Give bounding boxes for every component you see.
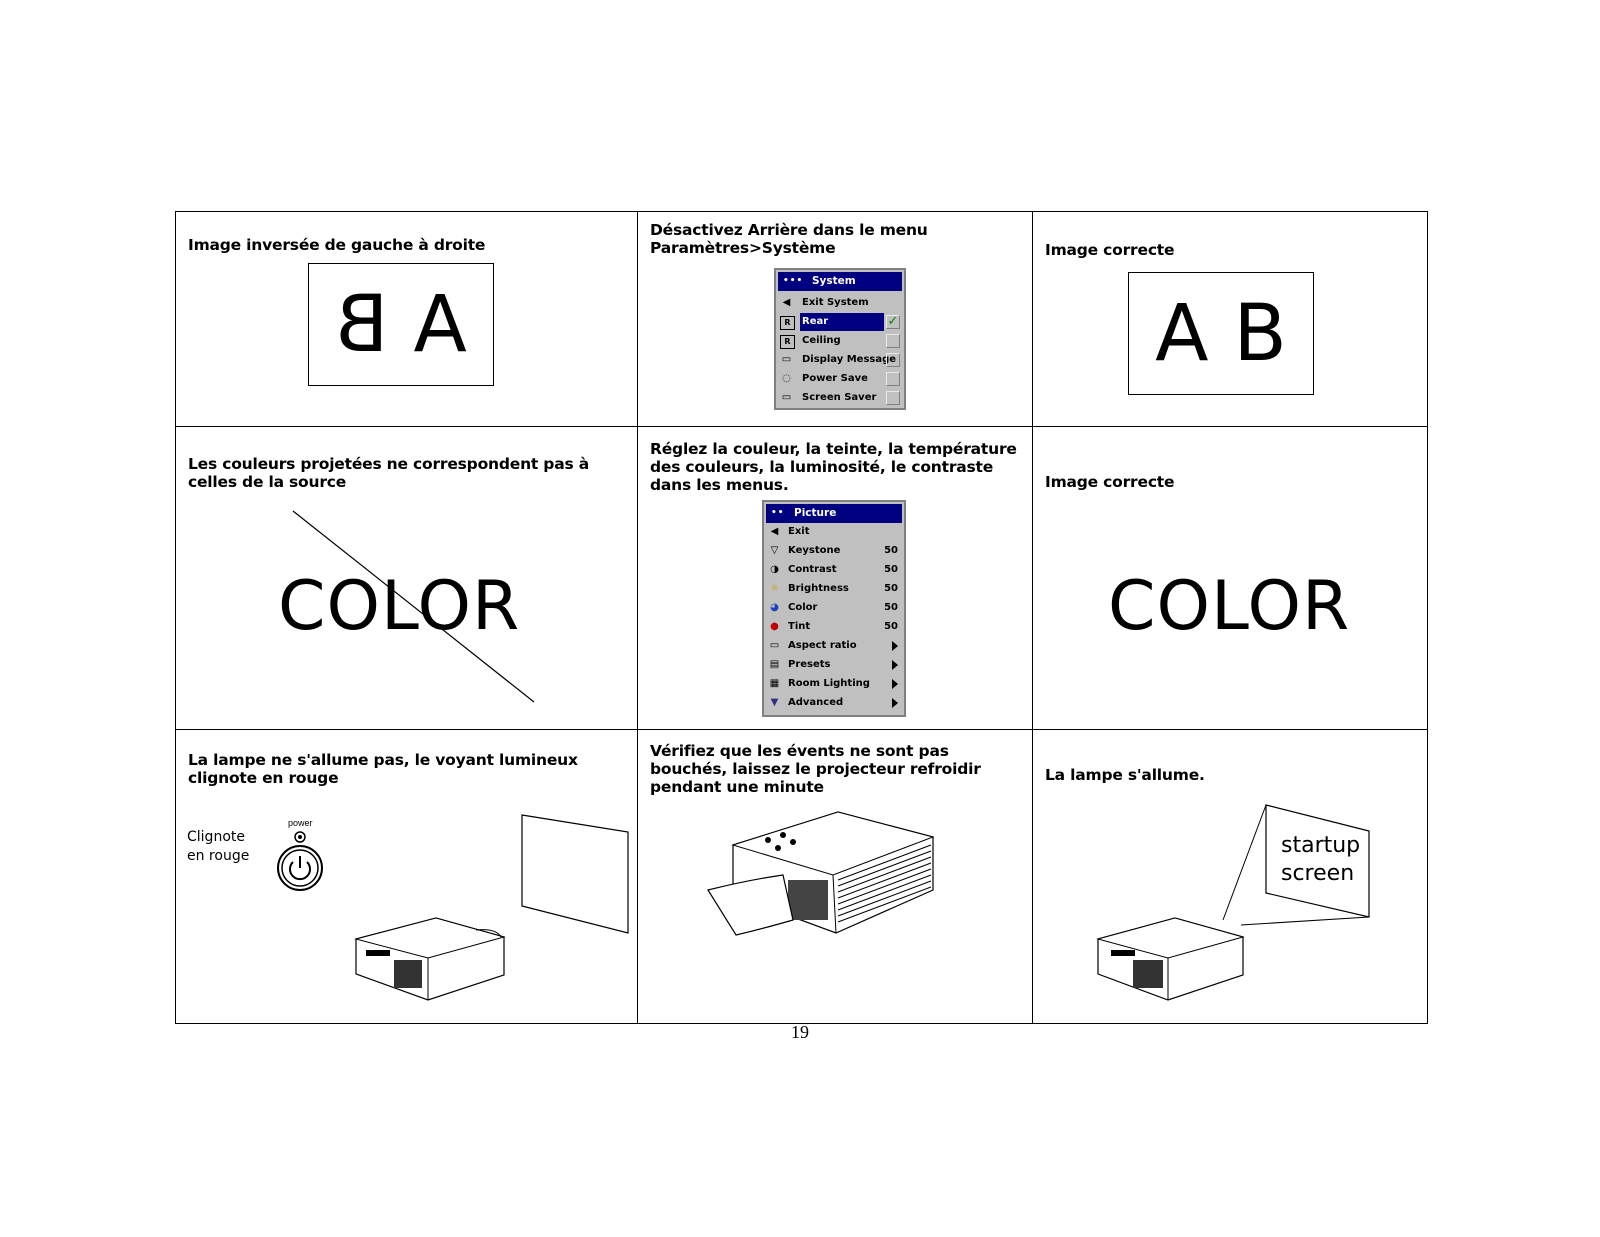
menu-dots-icon: •• [771, 508, 785, 518]
menu-item-exit[interactable]: ◀ Exit [766, 523, 902, 541]
strike-line [176, 427, 638, 730]
solution-text: Vérifiez que les évents ne sont pas bouchés, laissez le projecteur refroidir pendant une minute [650, 742, 981, 796]
screen-saver-icon: ▭ [781, 392, 792, 403]
picture-menu [762, 500, 906, 717]
solution-text: Réglez la couleur, la teinte, la température des couleurs, la luminosité, le contraste dans les menus. [650, 440, 1017, 494]
tint-icon: ● [770, 621, 779, 632]
menu-item-presets[interactable]: ▤ Presets [766, 656, 902, 674]
color-icon: ◕ [770, 602, 779, 613]
menu-item-rear[interactable]: R Rear ✓ [778, 313, 902, 331]
keystone-icon: ▽ [770, 545, 779, 556]
blink-caption: Clignote en rouge [187, 829, 250, 864]
menu-item-tint[interactable]: ● Tint 50 [766, 618, 902, 636]
problem-cell-1 [176, 212, 638, 427]
menu-title: System [812, 275, 856, 287]
power-label: power [288, 818, 313, 828]
page-number: 19 [791, 1022, 809, 1042]
menu-item-keystone[interactable]: ▽ Keystone 50 [766, 542, 902, 560]
checkbox[interactable] [886, 391, 900, 405]
solution-cell-2 [638, 427, 1033, 730]
system-menu [774, 268, 906, 410]
power-button-illustration [176, 730, 638, 1023]
contrast-icon: ◑ [770, 564, 779, 575]
menu-item-display-message[interactable]: ▭ Display Message [778, 351, 902, 369]
projector-startup-illustration [1033, 730, 1427, 1023]
submenu-arrow-icon [892, 698, 898, 708]
result-cell-3 [1033, 730, 1427, 1023]
projector-vent-illustration [638, 730, 1033, 1023]
menu-title: Picture [794, 507, 837, 519]
menu-item-exit-system[interactable]: ◀ Exit System [778, 294, 902, 312]
troubleshooting-table [175, 211, 1428, 1024]
menu-item-aspect-ratio[interactable]: ▭ Aspect ratio [766, 637, 902, 655]
brightness-icon: ☼ [770, 583, 779, 594]
submenu-arrow-icon [892, 641, 898, 651]
problem-text: Image inversée de gauche à droite [188, 236, 486, 254]
menu-item-power-save[interactable]: ◌ Power Save [778, 370, 902, 388]
problem-cell-3 [176, 730, 638, 1023]
menu-item-color[interactable]: ◕ Color 50 [766, 599, 902, 617]
speech-bubble-icon: ▭ [781, 354, 792, 365]
submenu-arrow-icon [892, 679, 898, 689]
submenu-arrow-icon [892, 660, 898, 670]
color-word: COLOR [1108, 567, 1351, 646]
menu-header [778, 272, 902, 291]
mirrored-letter: B [335, 280, 389, 370]
checkbox[interactable] [886, 334, 900, 348]
correct-image-box [1128, 272, 1314, 395]
solution-cell-3 [638, 730, 1033, 1023]
solution-cell-1 [638, 212, 1033, 427]
problem-text: La lampe ne s'allume pas, le voyant lumineux clignote en rouge [188, 751, 578, 787]
advanced-icon: ▼ [770, 697, 779, 708]
menu-dots-icon: ••• [783, 276, 804, 286]
letter: A [1155, 289, 1209, 379]
projector-illustration [356, 918, 504, 1000]
presets-icon: ▤ [769, 659, 780, 670]
problem-cell-2 [176, 427, 638, 730]
result-text: La lampe s'allume. [1045, 766, 1205, 784]
rear-icon: R [780, 316, 795, 330]
result-cell-1 [1033, 212, 1427, 427]
color-word-strikethrough: COLOR [278, 567, 521, 646]
result-text: Image correcte [1045, 473, 1175, 491]
letter: A [413, 280, 467, 370]
checkbox[interactable] [886, 372, 900, 386]
aspect-ratio-icon: ▭ [769, 640, 780, 651]
menu-item-ceiling[interactable]: R Ceiling [778, 332, 902, 350]
letter: B [1233, 289, 1287, 379]
checkbox-checked[interactable]: ✓ [887, 314, 899, 329]
problem-text: Les couleurs projetées ne correspondent pas à celles de la source [188, 455, 589, 491]
menu-header [766, 504, 902, 523]
menu-item-room-lighting[interactable]: ▦ Room Lighting [766, 675, 902, 693]
back-arrow-icon: ◀ [770, 526, 779, 537]
mirrored-image-box [308, 263, 494, 386]
menu-item-brightness[interactable]: ☼ Brightness 50 [766, 580, 902, 598]
back-arrow-icon: ◀ [782, 297, 791, 308]
result-text: Image correcte [1045, 241, 1175, 259]
ceiling-icon: R [780, 335, 795, 349]
menu-item-contrast[interactable]: ◑ Contrast 50 [766, 561, 902, 579]
solution-text: Désactivez Arrière dans le menu Paramètres>Système [650, 221, 928, 257]
checkbox[interactable] [886, 353, 900, 367]
room-lighting-icon: ▦ [769, 678, 780, 689]
menu-item-screen-saver[interactable]: ▭ Screen Saver [778, 389, 902, 407]
startup-screen-text: startup screen [1281, 833, 1361, 886]
menu-item-advanced[interactable]: ▼ Advanced [766, 694, 902, 712]
result-cell-2 [1033, 427, 1427, 730]
power-save-icon: ◌ [782, 373, 791, 384]
